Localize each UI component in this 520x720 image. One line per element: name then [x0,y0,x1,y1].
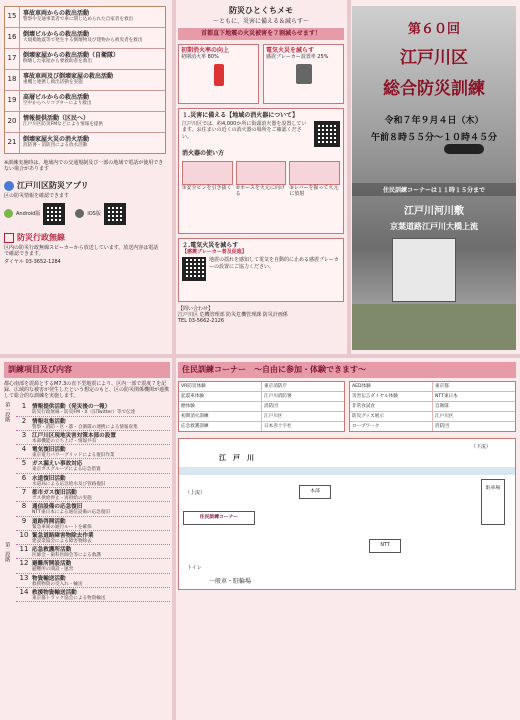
app-download-row [4,203,170,225]
training-item-title: 応急救護所活動 [32,547,72,554]
section2-title: ２.電気火災を減らす [182,241,239,249]
training-item [16,574,170,588]
squeeze-lever-icon [289,161,340,185]
training-item [16,531,170,545]
activity-row [5,28,165,49]
training-item-body [32,431,170,444]
activity-body [20,91,165,111]
training-item [16,502,170,516]
poster-note: 住民訓練コーナーは１１時１５分まで [352,183,516,196]
step2-label: ②ホースを火元に向ける [235,184,285,197]
training-item [16,459,170,473]
training-item-number: 7 [21,488,27,497]
corner-table-row [179,422,344,431]
corner-table-row [179,382,344,392]
activity-title: 倒壊家屋からの救出活動（自衛隊） [23,52,120,59]
step3-label: ③レバーを握って火元に放射 [289,184,339,197]
training-item-body [32,502,170,515]
training-item-desc: 東京都トラック協会による物資輸送 [32,596,106,601]
training-item-number: 1 [21,402,27,411]
section2-body [182,257,340,281]
map-ntt-box[interactable]: NTT [369,539,401,553]
activity-title: 情報提供活動（区民へ） [23,115,90,122]
training-item [16,474,170,488]
corner-table-row [350,382,515,392]
corner-table-right [349,381,516,432]
fold-line-vertical-right [347,0,351,355]
ios-qr-code[interactable] [104,203,126,225]
bottom-right-panel [178,362,516,716]
training-item [16,545,170,559]
activity-desc: 倒壊した家屋から要救助者を救出 [23,59,92,64]
app-section [4,181,170,191]
training-item-number: 13 [19,573,29,582]
map-venue-label: 一般車・駐輪場 [209,577,252,585]
activity-row [5,7,165,28]
training-item-number: 2 [21,416,27,425]
map-parking-box[interactable]: 駐車場 [481,479,505,525]
training-item-number: 9 [21,516,27,525]
corner-organizer: 日本赤十字社 [264,423,292,429]
app-section-title: 江戸川区防災アプリ [17,180,89,190]
corner-table-row [350,392,515,402]
section1-title: １.災害に備える【地域の消火器について】 [182,111,299,119]
training-item-title: 救援物資輸送活動 [32,590,77,596]
training-item-desc: 水道局による応急給水及び管路復旧 [32,481,106,487]
training-item-body [32,545,170,558]
training-item-desc: 東京ガスグループによる応急措置 [32,467,101,473]
fold-line-vertical-left [172,0,176,720]
activity-number: 19 [5,91,20,111]
training-item-body [32,574,170,587]
training-items-list [16,402,170,642]
corner-activity: 防災グッズ展示 [350,412,433,421]
corner-organizer: 自衛隊 [435,403,449,409]
training-item-body [32,459,170,472]
training-item-body [32,445,170,458]
activity-body [20,49,165,69]
training-item-number: 5 [21,459,27,468]
venue-map [178,438,516,590]
corner-activity: ロープワーク [350,422,433,431]
training-item-number: 10 [19,530,29,539]
training-item-title: 情報提供活動（発災後の一報） [32,404,111,411]
training-item-desc: ガス供給停止・再供給の実施 [32,496,92,502]
section1-desc: 江戸川区では、約4,000か所に街頭消火器を設置しています。お住まいの近くの消火器の場所をご確認ください。 [182,121,307,140]
training-list-area [4,402,170,642]
training-item-desc: 建設業協会による障害物除去 [32,538,92,544]
activity-title: 事故車両からの救出活動 [23,10,90,17]
training-item-number: 11 [19,545,29,554]
middle-top-panel [178,6,344,350]
corner-activity: 煙体験 [179,402,262,411]
section2-sub: 【感震ブレーカー普及促進】 [182,249,247,256]
speaker-title: 防災行政無線 [17,232,65,242]
stat2-title: 電気火災を減らす [266,46,315,54]
corner-organizer: 東京都 [435,383,449,389]
corner-organizer: 江戸川消防署 [264,393,292,399]
training-item [16,488,170,502]
corner-table-row [179,412,344,422]
notice-text: ※訓練実施時は、地域内での交通規制及び一部の地域で電話が使用できない場合があります [4,160,164,173]
poster-time: 午前８時５５分～１０時４５分 [370,133,497,143]
left-top-panel [4,6,170,350]
activity-row [5,49,165,70]
phase2-label: 第二段階 [4,542,11,563]
activity-number: 17 [5,49,20,69]
training-item-title: ガス漏えい事故対応 [32,461,83,468]
training-item-title: 物資輸送活動 [32,575,66,582]
corner-organizer: NTT東日本 [435,393,458,399]
stat1-title: 初期消火率の向上 [181,46,230,54]
ground-strip [352,304,516,350]
stat2-value: 感震ブレーカー設置率 25% [266,54,329,61]
corner-organizer: 消防団 [435,423,449,429]
activity-number: 20 [5,112,20,132]
corner-table-left [178,381,345,432]
training-item-number: 14 [19,588,29,596]
activity-number: 18 [5,70,20,90]
phase-column [4,402,16,642]
corner-activity: 応急救護訓練 [179,422,262,431]
fold-line-horizontal [0,354,520,358]
activity-grid [4,6,166,154]
poster-date: 令和７年９月４日（木） [384,116,484,126]
activity-body [20,28,165,48]
section-electric-fire [178,238,344,302]
step-item [182,161,233,198]
helicopter-icon [444,144,484,154]
corner-tables [178,381,516,432]
speaker-phone: ダイヤル 03-3652-1284 [4,259,61,266]
river-strip [179,467,515,475]
activity-desc: 警察や交通事業者で車に閉じ込められた自家者を救出 [23,17,134,22]
training-item [16,402,170,416]
corner-activity: VR防災体験 [179,382,262,391]
training-item [16,588,170,602]
training-items-heading: 訓練項目及び内容 [4,362,170,378]
poster-title: 総合防災訓練 [383,79,485,99]
speaker-section [4,233,170,243]
training-item [16,417,170,431]
corner-organizer: 東京消防庁 [264,383,287,389]
map-downstream-label: （下流） [470,443,491,450]
training-item-body [32,402,170,415]
stat-card-electric-fire [263,44,344,104]
bottom-left-panel [4,362,170,716]
training-item-title: 緊急道路障害物除去作業 [32,532,94,539]
training-item-body [32,517,170,530]
training-tower-image [392,238,456,302]
activity-title: 倒壊家屋火災の消火活動 [23,136,90,143]
training-item-title: 都市ガス復旧活動 [32,490,77,497]
activity-row [5,112,165,133]
training-item-title: 道路啓開活動 [32,518,66,525]
section1-body [182,121,340,147]
training-item-title: 水道復旧活動 [32,475,66,482]
activity-body [20,133,165,153]
speaker-desc: 区内の防災行政無線スピーカーから放送しています。放送内容は電話で確認できます。 [4,244,159,257]
activity-row [5,133,165,153]
app-desc: 区の防災情報を確認できます [4,192,70,199]
corner-activity: AED体験 [350,382,433,391]
activity-desc: 大規模地震等で発生する倒壊物及び建物から被災者を救出 [23,38,143,43]
training-item-desc: 東京電力パワーグリッドによる復旧作業 [32,453,115,459]
breaker-icon [296,64,312,84]
memo-banner: 首都直下地震の火災被害を７割減らせます！ [178,28,344,40]
android-label: Android版 [16,210,41,217]
memo-subtitle: ～ともに、災害に備える＆減らす～ [212,17,309,25]
activity-title: 倒壊ビルからの救出活動 [23,31,90,38]
contact-label: 【問い合わせ】 [178,305,214,312]
training-item [16,445,170,459]
corner-table-row [350,422,515,431]
training-item-body [32,474,170,487]
training-item-title: 江戸川区現地災害対策本部の設置 [32,432,116,439]
training-item-body [32,588,170,601]
extinguisher-usage-title: 消火器の使い方 [182,150,225,158]
corner-table-row [350,402,515,412]
training-item-title: 避難所開設活動 [32,561,72,568]
activity-body [20,112,165,132]
activity-desc: 消防署・消防団による放水活動 [23,143,88,148]
training-item-desc: 本部機能の立ち上げ・情報共有 [32,438,97,444]
activity-body [20,7,165,27]
corner-activity: 災害伝言ダイヤル体験 [350,392,433,401]
stat1-value: 初期消火率 80% [181,54,219,61]
training-item-body [32,531,170,544]
training-item-number: 12 [19,559,29,568]
corner-activity: 起震車体験 [179,392,262,401]
training-item-desc: NTT東日本による通信設備の応急復旧 [32,510,110,516]
training-item-desc: 医師会・歯科医師会等による救護 [32,553,101,559]
stat-row [178,44,344,104]
extinguisher-map-qr[interactable] [314,121,340,147]
breaker-info-qr[interactable] [182,257,206,281]
map-restroom-label: トイレ [187,564,202,571]
training-item-body [32,417,170,430]
training-item-desc: 緊急車両の通行ルートを確保 [32,524,92,530]
training-item-desc: 警察・消防・区・都・自衛隊の連携による情報収集 [32,424,138,430]
activity-number: 16 [5,28,20,48]
activity-number: 15 [5,7,20,27]
step-item [289,161,340,198]
map-river-label: 江 戸 川 [219,453,254,462]
training-item-title: 通信設備の応急復旧 [32,504,83,511]
training-item-body [32,559,170,572]
android-icon [4,209,13,218]
training-item-title: 情報収集活動 [32,418,66,425]
aim-hose-icon [236,161,287,185]
training-item [16,559,170,573]
speaker-icon [4,233,14,243]
activity-desc: 江戸川区防災FMなどにより情報を提供 [23,122,104,127]
activity-desc: 空中からヘリコプターにより救出 [23,101,92,106]
ios-label: iOS版 [87,210,101,217]
corner-organizer: 江戸川区 [435,413,454,419]
corner-table-row [350,412,515,422]
apple-icon [75,209,84,218]
pull-pin-icon [182,161,233,185]
training-item-number: 3 [21,430,27,439]
activity-title: 高層ビルからの救出活動 [23,94,90,101]
poster-venue-river: 江戸川河川敷 [404,206,464,217]
activity-body [20,70,165,90]
event-poster [352,6,516,350]
poster-venue-bridge: 京葉道路江戸川大橋上流 [390,222,478,231]
map-upstream-label: （上流） [185,489,206,496]
activity-desc: 重機と連携し救出活動を実施 [23,80,83,85]
poster-ward: 江戸川区 [400,48,468,68]
activity-number: 21 [5,133,20,153]
training-item-number: 4 [21,445,27,454]
section2-desc: 地震の揺れを感知して電気を自動的に止める感震ブレーカーの設置にご協力ください。 [209,257,339,270]
map-corner-box[interactable]: 住民訓練コーナー [183,511,255,525]
activity-row [5,70,165,91]
phase1-label: 第一段階 [4,402,11,423]
activity-row [5,91,165,112]
training-item-desc: 防災行政無線・防災FM・X（旧Twitter）等で伝達 [32,410,136,416]
training-item [16,517,170,531]
corner-organizer: 江戸川区 [264,413,283,419]
resident-corner-heading: 住民訓練コーナー ～自由に参加・体験できます～ [178,362,516,378]
corner-table-row [179,402,344,412]
map-hq-box[interactable]: 本部 [299,485,331,499]
step-item [236,161,287,198]
poster-edition: 第６０回 [407,22,460,37]
training-item-number: 8 [21,502,27,511]
corner-activity: 非常食試食 [350,402,433,411]
section-extinguisher [178,108,344,234]
corner-table-row [179,392,344,402]
activity-title: 事故車両及び倒壊家屋の救出活動 [23,73,114,80]
contact-dept: 江戸川区 危機管理部 防災危機管理課 防災計画係 [178,311,288,318]
app-icon [4,181,14,191]
contact-phone: TEL 03-5662-2126 [178,318,225,325]
corner-activity: 初期消火訓練 [179,412,262,421]
training-item [16,431,170,445]
steps-row [182,161,340,198]
fire-extinguisher-icon [214,64,224,86]
scenario-intro: 都心南部を震源とするM7.3の直下型地震により、区内一部で震度７を記録、広域的な被害が発生したという想定のもと、区の防災関係機関が連携して総合的な訓練を実施します。 [4,380,170,400]
training-item-body [32,488,170,501]
training-item-title: 電気復旧活動 [32,447,66,454]
step1-label: ①安全ピンを引き抜く [182,184,232,191]
training-item-desc: 避難所の開設・運営 [32,567,74,573]
corner-organizer: 消防団 [264,403,278,409]
training-item-desc: 救援物資の受入れ・輸送 [32,581,83,587]
stat-card-initial-extinguish [178,44,259,104]
memo-title: 防災ひとくちメモ [229,6,293,15]
training-item-number: 6 [21,473,27,482]
android-qr-code[interactable] [43,203,65,225]
